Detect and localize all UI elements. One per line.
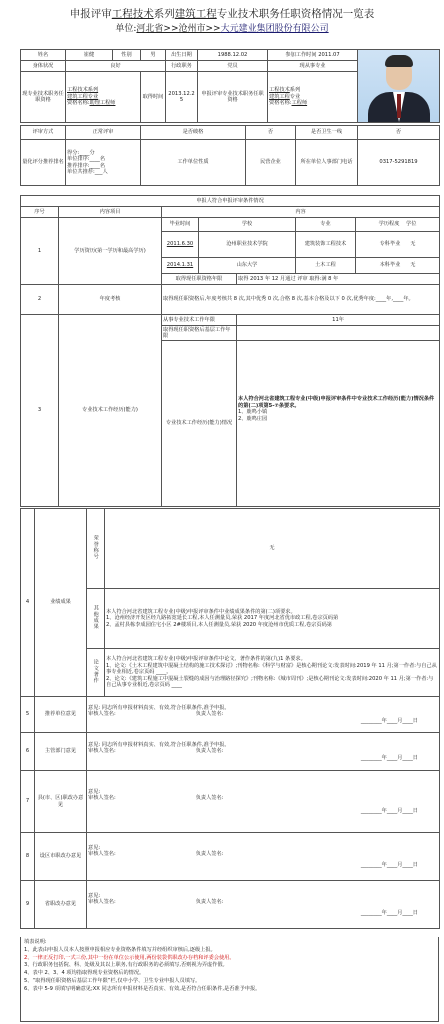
opinion-row-7	[21, 771, 440, 833]
unit-company: 大元建业集团股份有限公司	[220, 24, 329, 34]
score-blank-4: ___人	[94, 169, 108, 175]
honor-label-cell	[87, 509, 105, 589]
name-label: 姓名	[21, 50, 66, 61]
current-qual-name-label: 资格名称:	[67, 100, 90, 107]
apply-qual-name: 工程师	[291, 100, 308, 107]
opinion-row-5	[21, 697, 440, 733]
paper-label-cell	[87, 649, 105, 697]
front-line-label: 是否卫生一线	[296, 126, 358, 140]
row2-seq: 2	[21, 285, 59, 315]
op6-lead: 负责人签名:	[195, 748, 224, 755]
edu1-tail	[356, 232, 440, 258]
op5-seq: 5	[21, 697, 35, 733]
title-mid: 系列	[153, 8, 175, 20]
major-label: 现从事专业	[268, 61, 358, 72]
photo-cell	[358, 50, 440, 123]
edu1-time: 2011.6.30	[162, 232, 199, 258]
work-years-label: 从事专业技术工作年限	[162, 315, 237, 326]
front-line-value: 否	[358, 126, 440, 140]
score-label-3: 推荐排序:	[67, 162, 90, 169]
op9-sign: 审核人签名:	[88, 899, 116, 906]
apply-major-suffix: 专业	[289, 93, 301, 100]
row1-seq: 1	[21, 218, 59, 285]
edu2-major: 土木工程	[296, 258, 356, 274]
exp-label: 专业技术工作经历(能力)情况	[162, 341, 237, 507]
apply-series-suffix: 系列	[289, 87, 301, 94]
op7-label: 县(市、区)职改办意见	[35, 771, 87, 833]
op6-date: ________年____月____日	[360, 754, 418, 761]
apply-qual-value	[268, 72, 358, 123]
title-series: 工程技术	[111, 8, 154, 20]
name-value: 崔健	[66, 50, 113, 61]
op9-date: ________年____月____日	[360, 909, 418, 916]
base-years-label: 取得现任职资格后基层工作年限	[162, 326, 237, 341]
op8-seq: 8	[21, 833, 35, 881]
apply-major: 建筑工程	[269, 93, 290, 100]
unit-line	[0, 24, 444, 35]
op5-lead: 负责人签名:	[195, 711, 224, 718]
honor-label: 荣誉称号	[92, 534, 99, 560]
score-label-2: 单位排序:	[67, 156, 90, 162]
unit-place: 河北省>>沧州市>>	[136, 24, 221, 34]
op5-text: 意见: 同志所有申报材料真实、有效,符合任职条件,准予申报。	[88, 704, 230, 711]
score-label-4: 单位共推荐:	[67, 169, 95, 175]
review-mode-value: 正常评审	[66, 126, 141, 140]
paper-label: 论文著作	[92, 658, 99, 684]
op8-sign: 审核人签名:	[88, 851, 116, 858]
op7-date: ________年____月____日	[360, 807, 418, 814]
apply-qual-label: 申报评审专业技术职务任职资格	[198, 72, 268, 123]
other-line-1: 本人符合河北省建筑工程专业(中级)申报评审条件中业绩成果条件的第(二)项要求。	[106, 608, 296, 615]
op8-date: ________年____月____日	[360, 861, 418, 868]
edu1-school: 沧州职业技术学院	[199, 232, 296, 258]
work-start-value: 2011.07	[318, 51, 340, 58]
edu-h-tail	[356, 218, 440, 232]
op6-text: 意见: 同志所有申报材料真实、有效,符合任职条件,准予申报。	[88, 741, 230, 748]
current-qual-value	[66, 72, 141, 123]
unit-label: 单位:	[115, 24, 137, 34]
title-suffix: 专业技术职务任职资格情况一览表	[216, 8, 375, 20]
honor-value: 无	[105, 509, 440, 589]
section-header: 申报人符合申报评审条件情况	[21, 196, 440, 207]
edu2-tail	[356, 258, 440, 274]
row3-seq: 3	[21, 315, 59, 507]
edu-h-degree-text: 学历程度	[378, 221, 400, 228]
op7-content	[87, 771, 440, 833]
edu2-time: 2014.1.31	[162, 258, 199, 274]
fill-notes	[20, 937, 439, 1022]
note-6: 6、表中 5-9 项填写明确意见;XX 同志所有申报材料是否真实、有效,是否符合任职条件,是否准予申报。	[24, 985, 261, 992]
apply-qual-name-label: 资格名称:	[269, 100, 292, 107]
unit-nature-label: 工作单位性质	[141, 140, 246, 186]
other-line-2: 1、沧州经济开发区经九路拓宽延长工程,本人任测量员,荣获 2017 年度河北省优市政工程,卷宗页码第	[106, 615, 339, 622]
title-major: 建筑工程	[174, 8, 217, 20]
op9-label: 省职改办意见	[35, 881, 87, 929]
op9-lead: 负责人签名:	[195, 899, 224, 906]
achievements-table	[20, 508, 440, 697]
note-1: 1、此表由申报人员本人按照申报相应专业资格条件填写并经组织审核后,逐级上报。	[24, 946, 216, 953]
score-blank-1: ____分	[79, 149, 95, 156]
current-qual-label: 现专业技术职务任职资格	[21, 72, 66, 123]
break-label: 是否破格	[141, 126, 246, 140]
op6-content	[87, 733, 440, 771]
row3-item: 专业技术工作经历(能力)	[59, 315, 162, 507]
note-2: 2、一律正反打印,一式三份,其中一份在单位公示使用,两份装袋供职改办存档和评委会使用。	[24, 954, 235, 961]
col-content: 内容	[162, 207, 440, 218]
row1-item: 学历资历(第一学历和最高学历)	[59, 218, 162, 285]
edu2-degree: 本科毕业	[379, 262, 401, 269]
op8-lead: 负责人签名:	[195, 851, 224, 858]
get-time-value: 2013.12.25	[166, 72, 198, 123]
other-label-cell	[87, 589, 105, 649]
note-5: 5、“取得现任职资格后基层工作年限”栏,仅中小学、卫生专业申报人员填写。	[24, 977, 201, 984]
health-label: 身体状况	[21, 61, 66, 72]
exp-item-1: 1、鹿鸣小镇	[238, 409, 268, 415]
other-label: 其他成果	[92, 604, 99, 630]
opinion-row-9	[21, 881, 440, 929]
op5-content	[87, 697, 440, 733]
years-label: 取得现任职资格年限	[162, 274, 237, 285]
apply-series: 工程技术	[269, 87, 290, 94]
current-series: 工程技术系列	[67, 87, 99, 94]
unit-nature-value: 民营企业	[246, 140, 296, 186]
op9-content	[87, 881, 440, 929]
op8-label: 设区市职改办意见	[35, 833, 87, 881]
op7-text: 意见:	[88, 788, 101, 795]
exp-title: 本人符合河北省建筑工程专业(中级)申报评审条件中专业技术工作经历(能力)情况条件的第(二)项第5-⑦条要求。	[238, 396, 435, 409]
base-years-value	[237, 326, 440, 341]
score-blank-2: ____名	[89, 156, 106, 162]
health-value: 良好	[66, 61, 166, 72]
op6-sign: 审核人签名:	[88, 748, 116, 755]
exp-item-2: 2、鹿鸣庄园	[238, 415, 268, 422]
opinion-row-8	[21, 833, 440, 881]
sex-value: 男	[141, 50, 166, 61]
op7-seq: 7	[21, 771, 35, 833]
exp-content	[237, 341, 440, 507]
applicant-photo	[358, 50, 439, 122]
notes-title: 填表说明:	[24, 939, 47, 945]
op5-sign: 审核人签名:	[88, 711, 116, 718]
sex-label: 性别	[113, 50, 141, 61]
current-major: 建筑工程专业	[67, 93, 99, 100]
note-3: 3、行政职务包括院、科、处级及其以上职务,有行政职务的必须填写,否则视为弄虚作假。	[24, 962, 228, 969]
edu1-xw: 无	[410, 241, 416, 248]
hr-phone-label: 所在单位人事部门电话	[296, 140, 358, 186]
op7-sign: 审核人签名:	[88, 795, 116, 802]
duty-label: 行政职务	[166, 61, 198, 72]
edu-h-major: 专业	[296, 218, 356, 232]
title-prefix: 申报评审	[69, 8, 112, 20]
birth-value: 1988.12.02	[198, 50, 268, 61]
years-value: 取得 2013 年 12 月通过 评审 取得:满 8 年	[237, 274, 440, 285]
paper-line-1: 本人符合河北省建筑工程专业(中级)申报评审条件中论文、著作条件的第(九)1 条要求。	[106, 656, 306, 663]
op5-date: ________年____月____日	[360, 717, 418, 724]
op6-seq: 6	[21, 733, 35, 771]
op9-text: 意见:	[88, 892, 101, 899]
personal-info-table	[20, 49, 440, 123]
col-seq: 序号	[21, 207, 59, 218]
work-start-label: 参加工作时间 2011.07	[268, 50, 358, 61]
op5-label: 推荐单位意见	[35, 697, 87, 733]
score-label-1: 得分:	[67, 149, 80, 156]
conditions-table	[20, 195, 440, 507]
get-time-label: 取得时间	[141, 72, 166, 123]
opinion-row-6	[21, 733, 440, 771]
other-content	[105, 589, 440, 649]
row4-seq: 4	[21, 509, 35, 697]
paper-line-3: 2、论文:《建筑工程施工中混凝土裂缝的成因与治理路径探究》;刊物名称:《城市周刊》;是核心期刊论文:发表时间:2020 年 11 月;第一作者:与自己从事专业相近,卷宗页码 ____	[106, 675, 434, 689]
edu2-xw: 无	[410, 262, 416, 269]
review-table	[20, 125, 440, 186]
op8-text: 意见:	[88, 844, 101, 851]
work-years-value: 11年	[237, 315, 440, 326]
edu-h-xw: 学位	[406, 221, 417, 228]
op6-label: 主管部门意见	[35, 733, 87, 771]
duty-value: 党员	[198, 61, 268, 72]
other-line-3: 2、孟村县栋李成园住宅小区 2#楼项目,本人任测量员,荣获 2020 年度沧州市优质工程,卷宗页码第	[106, 621, 332, 628]
op8-content	[87, 833, 440, 881]
col-item: 内容项目	[59, 207, 162, 218]
paper-line-2: 1、论文:《土木工程建筑中混凝土结构的施工技术探讨》;刊物名称:《科学与财富》是核心期刊论文:发表时间:2019 年 11 月;第一作者:与自己从事专业相近,卷宗页码 ____。	[106, 662, 437, 676]
break-value: 否	[246, 126, 296, 140]
note-4: 4、表中 2、3、4 项均指取得现专业资格后的情况。	[24, 970, 145, 977]
opinions-table	[20, 696, 440, 929]
op9-seq: 9	[21, 881, 35, 929]
row2-item: 年度考核	[59, 285, 162, 315]
score-blank-3: ____名	[89, 162, 106, 169]
score-label: 量化评分推荐排名	[21, 140, 66, 186]
edu1-major: 建筑装饰工程技术	[296, 232, 356, 258]
birth-label: 出生日期	[166, 50, 198, 61]
score-values	[66, 140, 141, 186]
row4-item: 业绩成果	[35, 509, 87, 697]
paper-content	[105, 649, 440, 697]
review-mode-label: 评审方式	[21, 126, 66, 140]
edu-h-time: 毕业时间	[162, 218, 199, 232]
op7-lead: 负责人签名:	[195, 795, 224, 802]
current-qual-name: 助理工程师	[89, 100, 116, 107]
row2-text: 取得现任职资格后,年度考核共 8 次,其中优秀 0 次,合格 8 次,基本合格及以下 0 次,优秀年度:____年,____年。	[162, 285, 440, 315]
hr-phone-value: 0317-5291819	[358, 140, 440, 186]
edu2-school: 山东大学	[199, 258, 296, 274]
page-title	[0, 8, 444, 21]
edu-h-school: 学校	[199, 218, 296, 232]
edu1-degree: 专科毕业	[379, 241, 401, 248]
